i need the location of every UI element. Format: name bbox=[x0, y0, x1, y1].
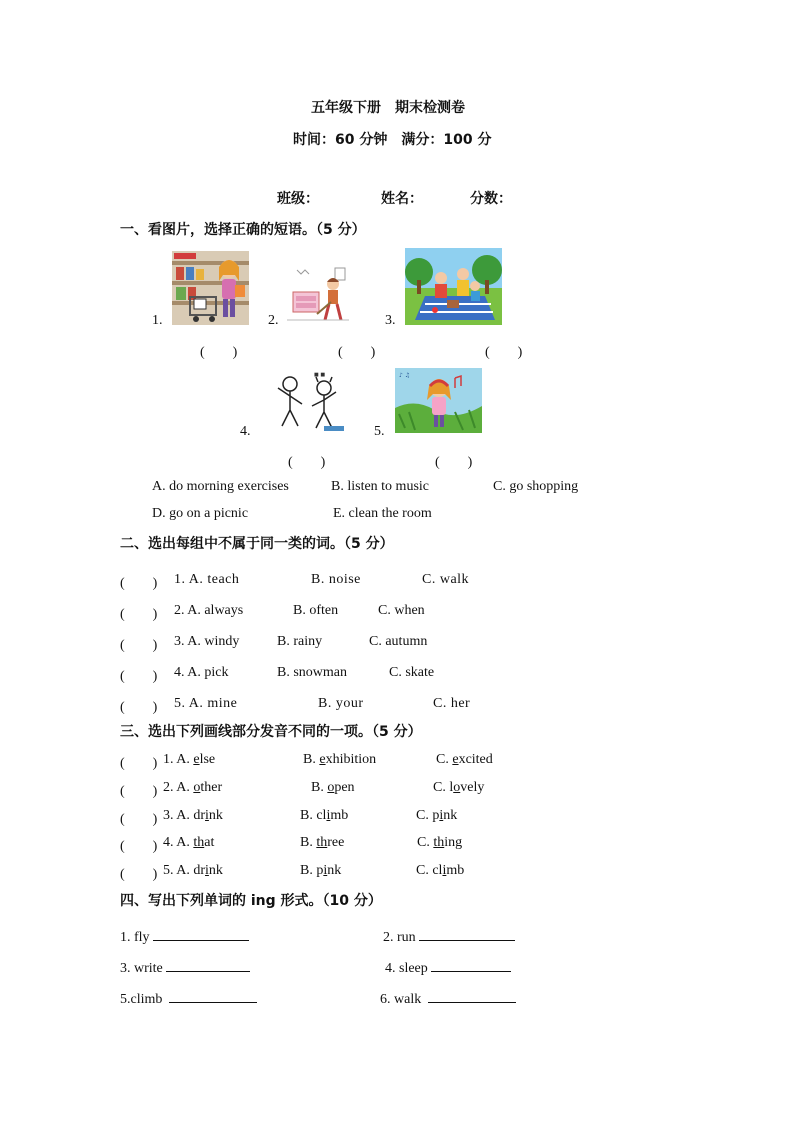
section4-heading: 四、写出下列单词的 ing 形式。（10 分） bbox=[120, 893, 382, 909]
q2-2-option-b: B. often bbox=[293, 603, 339, 618]
answer-paren-3[interactable]: ( ) bbox=[485, 345, 523, 360]
q3-1-paren[interactable]: ( ) bbox=[120, 756, 158, 771]
q2-2-paren[interactable]: ( ) bbox=[120, 607, 158, 622]
answer-blank-2[interactable] bbox=[419, 928, 515, 941]
q2-1-option-a: 1. A. teach bbox=[174, 572, 240, 587]
music-picture bbox=[395, 368, 482, 433]
q2-1-option-c: C. walk bbox=[422, 572, 470, 587]
answer-paren-5[interactable]: ( ) bbox=[435, 455, 473, 470]
q3-2-option-a: 2. A. other bbox=[163, 780, 223, 795]
q2-4-option-b: B. snowman bbox=[277, 665, 347, 680]
q2-3-option-a: 3. A. windy bbox=[174, 634, 240, 649]
answer-blank-4[interactable] bbox=[431, 959, 511, 972]
q3-5-option-c: C. climb bbox=[416, 863, 465, 878]
option-d: D. go on a picnic bbox=[152, 506, 249, 521]
picture-number-2: 2. bbox=[268, 313, 279, 328]
answer-paren-4[interactable]: ( ) bbox=[288, 455, 326, 470]
q3-3-paren[interactable]: ( ) bbox=[120, 812, 158, 827]
shopping-picture bbox=[172, 251, 249, 325]
picture-number-4: 4. bbox=[240, 424, 251, 439]
name-label: 姓名： bbox=[381, 191, 423, 207]
ing-item-5: 5.climb bbox=[120, 990, 257, 1008]
picture-number-1: 1. bbox=[152, 313, 163, 328]
q2-4-paren[interactable]: ( ) bbox=[120, 669, 158, 684]
class-label: 班级： bbox=[277, 191, 319, 207]
picnic-picture bbox=[405, 248, 502, 325]
option-a: A. do morning exercises bbox=[152, 479, 289, 494]
q3-3-option-a: 3. A. drink bbox=[163, 808, 223, 823]
q2-5-option-a: 5. A. mine bbox=[174, 696, 238, 711]
q3-5-option-a: 5. A. drink bbox=[163, 863, 223, 878]
q2-2-option-c: C. when bbox=[378, 603, 425, 618]
q2-4-option-a: 4. A. pick bbox=[174, 665, 229, 680]
q3-2-option-b: B. open bbox=[311, 780, 355, 795]
section1-heading: 一、看图片，选择正确的短语。（5 分） bbox=[120, 222, 366, 238]
answer-blank-3[interactable] bbox=[166, 959, 250, 972]
q3-5-paren[interactable]: ( ) bbox=[120, 867, 158, 882]
svg-text:♪ ♫: ♪ ♫ bbox=[399, 372, 411, 379]
picture-number-3: 3. bbox=[385, 313, 396, 328]
answer-blank-5[interactable] bbox=[169, 990, 257, 1003]
section3-heading: 三、选出下列画线部分发音不同的一项。（5 分） bbox=[120, 724, 422, 740]
q2-1-paren[interactable]: ( ) bbox=[120, 576, 158, 591]
picture-number-5: 5. bbox=[374, 424, 385, 439]
q3-4-paren[interactable]: ( ) bbox=[120, 839, 158, 854]
option-e: E. clean the room bbox=[333, 506, 432, 521]
q2-3-paren[interactable]: ( ) bbox=[120, 638, 158, 653]
exercises-picture bbox=[260, 370, 354, 434]
q3-1-option-b: B. exhibition bbox=[303, 752, 377, 767]
q3-3-option-b: B. climb bbox=[300, 808, 349, 823]
clean-room-picture bbox=[287, 264, 349, 324]
ing-item-6: 6. walk bbox=[380, 990, 516, 1008]
option-b: B. listen to music bbox=[331, 479, 429, 494]
exam-title: 五年级下册 期末检测卷 bbox=[311, 100, 465, 116]
q2-3-option-b: B. rainy bbox=[277, 634, 323, 649]
answer-paren-2[interactable]: ( ) bbox=[338, 345, 376, 360]
ing-item-1: 1. fly bbox=[120, 928, 249, 946]
q3-1-option-c: C. excited bbox=[436, 752, 493, 767]
q2-5-option-c: C. her bbox=[433, 696, 471, 711]
q2-5-paren[interactable]: ( ) bbox=[120, 700, 158, 715]
q2-1-option-b: B. noise bbox=[311, 572, 361, 587]
q3-1-option-a: 1. A. else bbox=[163, 752, 216, 767]
q3-5-option-b: B. pink bbox=[300, 863, 342, 878]
q2-3-option-c: C. autumn bbox=[369, 634, 428, 649]
q3-3-option-c: C. pink bbox=[416, 808, 458, 823]
option-c: C. go shopping bbox=[493, 479, 579, 494]
score-label: 分数： bbox=[470, 191, 512, 207]
q3-4-option-b: B. three bbox=[300, 835, 345, 850]
answer-blank-6[interactable] bbox=[428, 990, 516, 1003]
exam-time-score: 时间：60 分钟 满分：100 分 bbox=[293, 132, 492, 148]
section2-heading: 二、选出每组中不属于同一类的词。（5 分） bbox=[120, 536, 394, 552]
ing-item-4: 4. sleep bbox=[385, 959, 511, 977]
q2-2-option-a: 2. A. always bbox=[174, 603, 244, 618]
q3-2-option-c: C. lovely bbox=[433, 780, 485, 795]
svg-text:■ ■: ■ ■ bbox=[314, 372, 326, 378]
ing-item-2: 2. run bbox=[383, 928, 515, 946]
q3-4-option-c: C. thing bbox=[417, 835, 463, 850]
q3-4-option-a: 4. A. that bbox=[163, 835, 215, 850]
q2-4-option-c: C. skate bbox=[389, 665, 435, 680]
answer-blank-1[interactable] bbox=[153, 928, 249, 941]
answer-paren-1[interactable]: ( ) bbox=[200, 345, 238, 360]
q3-2-paren[interactable]: ( ) bbox=[120, 784, 158, 799]
ing-item-3: 3. write bbox=[120, 959, 250, 977]
q2-5-option-b: B. your bbox=[318, 696, 364, 711]
